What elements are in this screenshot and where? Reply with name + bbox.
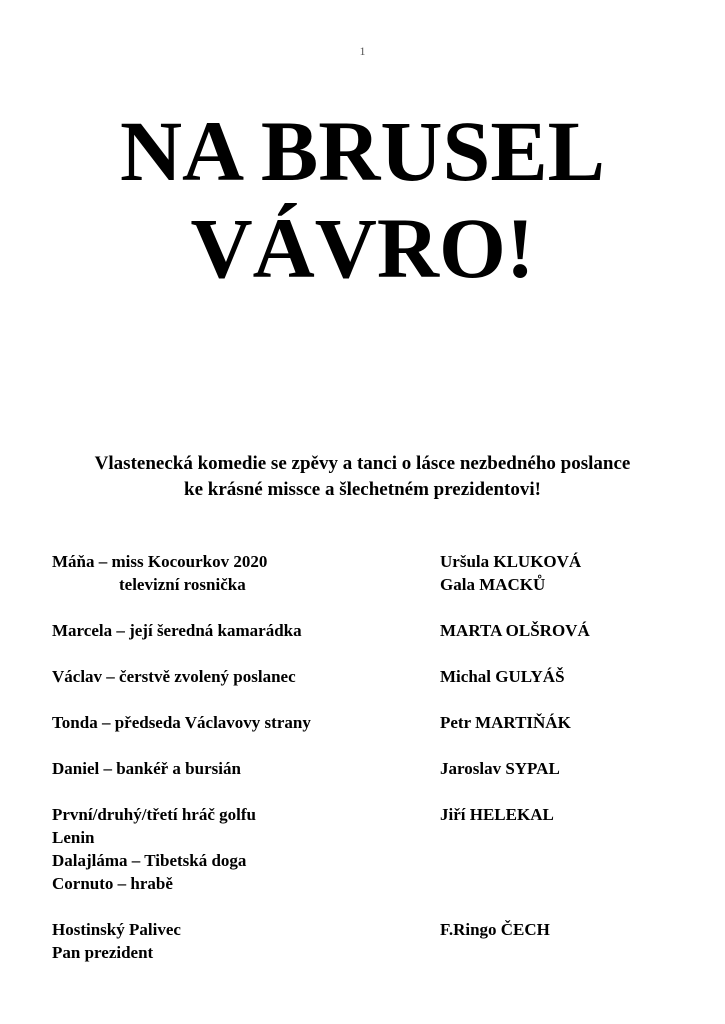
cast-actor: Michal GULYÁŠ (440, 667, 565, 686)
cast-row (52, 711, 672, 734)
cast-role: Hostinský Palivec (52, 920, 181, 939)
title-line-2: VÁVRO! (190, 200, 535, 296)
cast-role: Máňa – miss Kocourkov 2020 (52, 552, 268, 571)
cast-role: První/druhý/třetí hráč golfu (52, 805, 256, 824)
cast-row (52, 849, 672, 872)
cast-row (52, 803, 672, 826)
cast-role: Pan prezident (52, 943, 154, 962)
cast-row (52, 757, 672, 780)
cast-row (52, 573, 672, 596)
cast-actor: Gala MACKŮ (440, 575, 546, 594)
cast-actor: Uršula KLUKOVÁ (440, 552, 582, 571)
cast-role: Lenin (52, 828, 95, 847)
subtitle (0, 451, 725, 503)
cast-actor: F.Ringo ČECH (440, 920, 550, 939)
cast-role: Václav – čerstvě zvolený poslanec (52, 667, 296, 686)
cast-role: Cornuto – hrabě (52, 874, 173, 893)
cast-row (52, 665, 672, 688)
cast-role: televizní rosnička (119, 575, 246, 594)
cast-row (52, 826, 672, 849)
subtitle-line-1: Vlastenecká komedie se zpěvy a tanci o lásce nezbedného poslance (94, 453, 631, 474)
cast-row (52, 918, 672, 941)
cast-role: Daniel – bankéř a bursián (52, 759, 241, 778)
cast-actor: Petr MARTIŇÁK (440, 713, 571, 732)
cast-actor: Jiří HELEKAL (440, 805, 554, 824)
subtitle-line-2: ke krásné missce a šlechetném prezidentovi! (184, 479, 541, 500)
cast-row (52, 872, 672, 895)
cast-role: Marcela – její šeredná kamarádka (52, 621, 302, 640)
cast-row (52, 619, 672, 642)
cast-actor: MARTA OLŠROVÁ (440, 621, 590, 640)
cast-row (52, 550, 672, 573)
cast-actor: Jaroslav SYPAL (440, 759, 560, 778)
cast-list (52, 550, 672, 964)
page-number: 1 (359, 44, 366, 58)
title-line-1: NA BRUSEL (119, 103, 606, 199)
cast-role: Dalajláma – Tibetská doga (52, 851, 247, 870)
cast-row (52, 941, 672, 964)
cast-role: Tonda – předseda Václavovy strany (52, 713, 311, 732)
